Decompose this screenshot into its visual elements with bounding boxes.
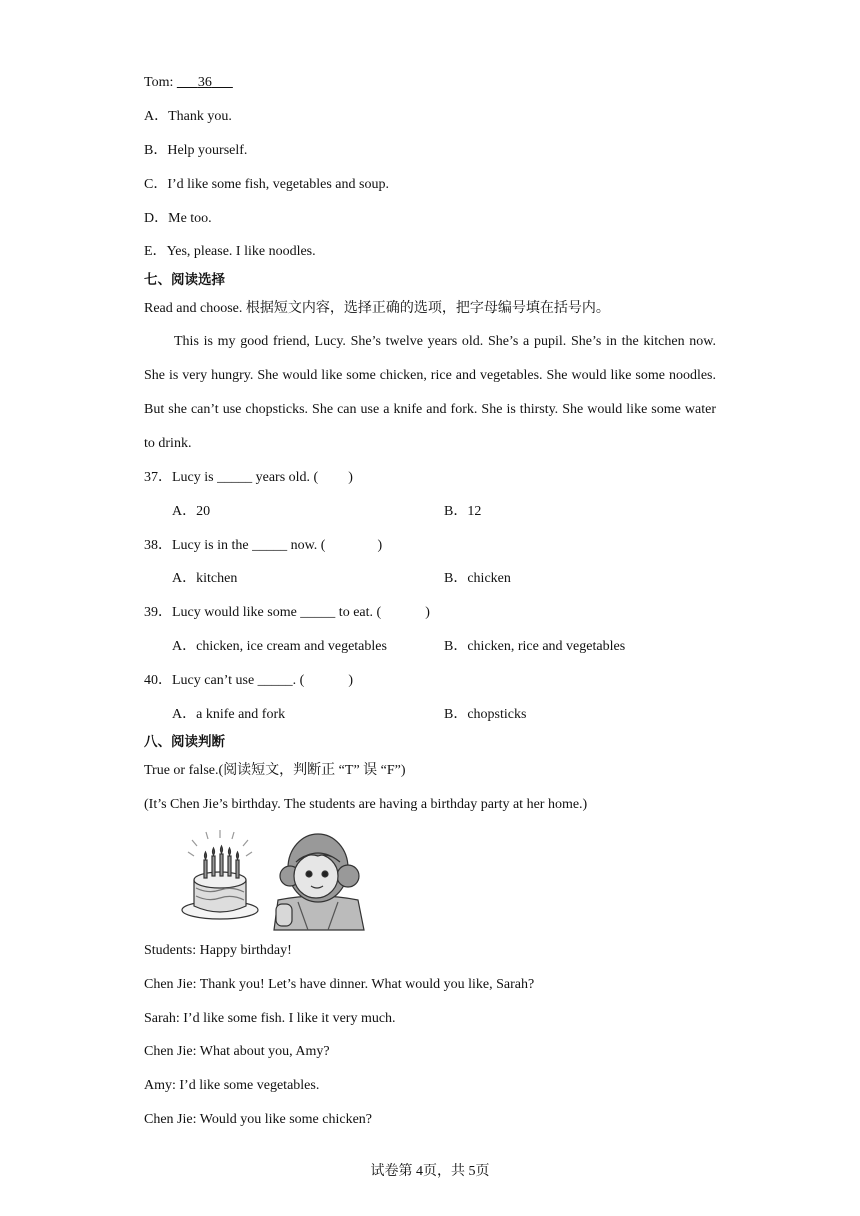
question-37: 37．Lucy is _____ years old. ( )	[144, 470, 353, 485]
dialogue-line-tom	[144, 74, 233, 92]
section-8-instruction: True or false.(阅读短文，判断正 “T” 误 “F”)	[144, 763, 406, 778]
question-40: 40．Lucy can’t use _____. ( )	[144, 673, 353, 688]
option-b: B．Help yourself.	[144, 143, 248, 158]
birthday-illustration	[178, 822, 374, 932]
question-40-option-b: B．chopsticks	[444, 707, 527, 722]
question-39-option-a: A．chicken, ice cream and vegetables	[172, 639, 387, 654]
section-7-instruction: Read and choose. 根据短文内容，选择正确的选项，把字母编号填在括号内。	[144, 301, 610, 316]
question-39: 39．Lucy would like some _____ to eat. ( )	[144, 605, 430, 620]
question-37-option-b: B．12	[444, 504, 482, 519]
question-38-option-b: B．chicken	[444, 571, 511, 586]
dialogue-line: Amy: I’d like some vegetables.	[144, 1078, 320, 1093]
answer-blank-36: 36	[197, 75, 212, 90]
section-8-context: (It’s Chen Jie’s birthday. The students are having a birthday party at her home.)	[144, 797, 588, 812]
option-e: E．Yes, please. I like noodles.	[144, 244, 316, 259]
question-40-option-a: A．a knife and fork	[172, 707, 286, 722]
page-footer: 试卷第 4页，共 5页	[370, 1164, 490, 1179]
dialogue-line: Chen Jie: Would you like some chicken?	[144, 1112, 373, 1127]
dialogue-line: Chen Jie: What about you, Amy?	[144, 1044, 330, 1059]
section-7-heading: 七、阅读选择	[144, 272, 225, 288]
reading-passage: This is my good friend, Lucy. She’s twelve years old. She’s a pupil. She’s in the kitchen now. She is very hungry. She would like some chicken, rice and vegetables. She would like some noodles. But she can’t use chopsticks. She can use a knife and fork. She is thirsty. She would like some water to drink.	[144, 334, 716, 451]
question-38-option-a: A．kitchen	[172, 571, 238, 586]
option-c: C．I’d like some fish, vegetables and soup.	[144, 177, 389, 192]
girl-icon	[274, 834, 364, 930]
dialogue-line: Students: Happy birthday!	[144, 943, 292, 958]
section-8-heading: 八、阅读判断	[144, 734, 225, 750]
dialogue-line: Sarah: I’d like some fish. I like it very much.	[144, 1011, 396, 1026]
dialogue-line: Chen Jie: Thank you! Let’s have dinner. What would you like, Sarah?	[144, 977, 535, 992]
question-38: 38．Lucy is in the _____ now. ( )	[144, 538, 383, 553]
question-37-option-a: A．20	[172, 504, 211, 519]
birthday-cake-icon	[182, 830, 258, 919]
question-39-option-b: B．chicken, rice and vegetables	[444, 639, 626, 654]
option-d: D．Me too.	[144, 211, 212, 226]
speaker-label: Tom:	[144, 75, 174, 90]
option-a: A．Thank you.	[144, 109, 232, 124]
